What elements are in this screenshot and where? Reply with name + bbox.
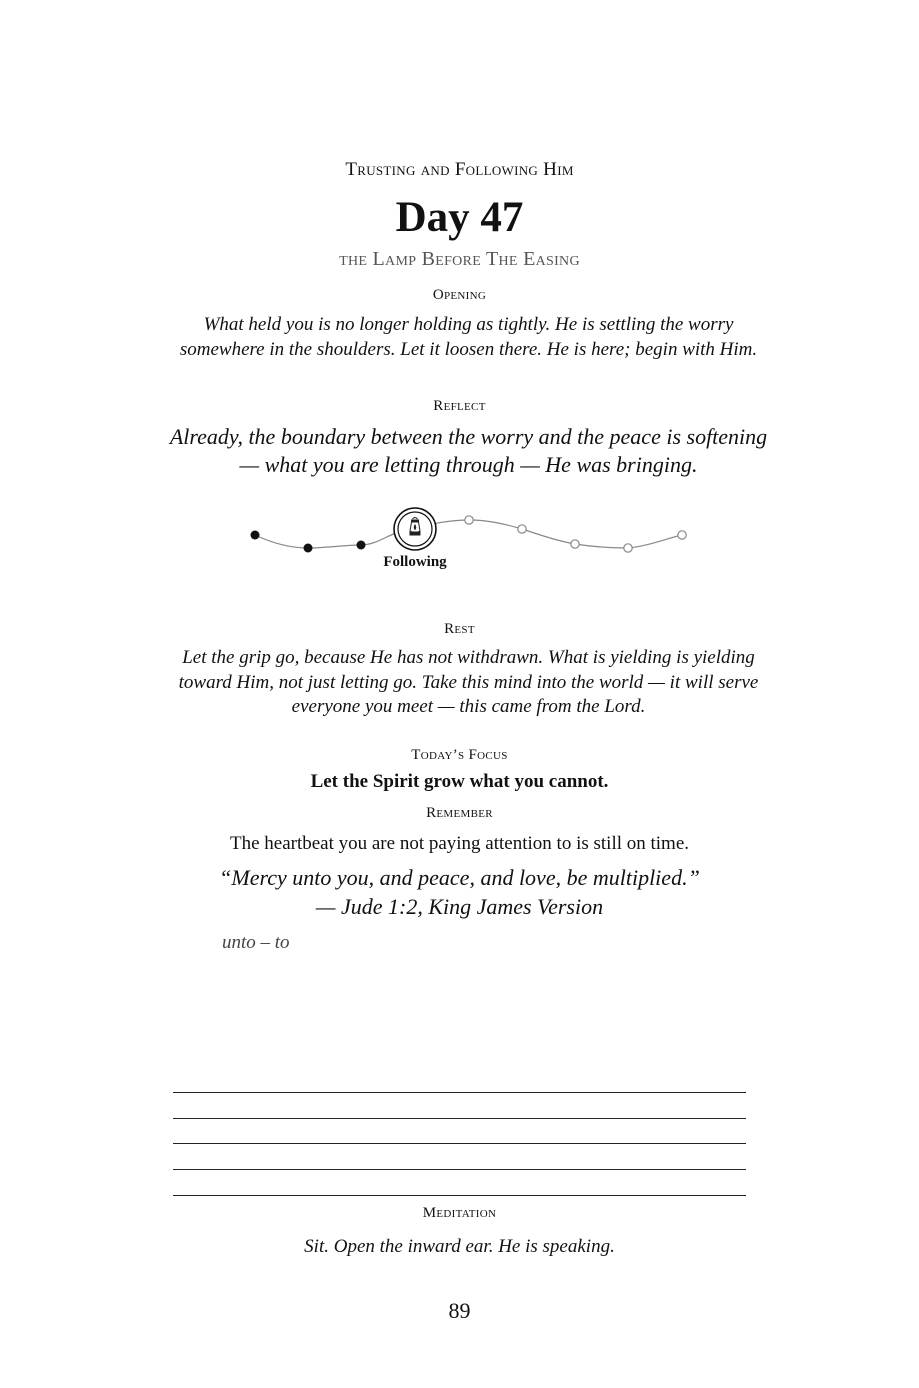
journal-line[interactable] [173, 1169, 746, 1170]
focus-text: Let the Spirit grow what you cannot. [310, 771, 609, 792]
journey-stop-6 [518, 525, 526, 533]
part-title: Trusting and Following Him [345, 159, 574, 180]
rest-label: Rest [444, 621, 475, 637]
rest-text: Let the grip go, because He has not withdrawn. What is yielding is yielding toward Him, not just letting go. Take this mind into the world — it will serve everyone you meet — this came from the Lord. [178, 647, 759, 717]
verse-reference: — Jude 1:2, King James Version [315, 894, 604, 919]
reflect-text: Already, the boundary between the worry and the peace is softening — what you are letting through — He was bringing. [169, 424, 768, 477]
journey-stop-5 [465, 516, 473, 524]
journey-current-label: Following [383, 554, 447, 570]
journey-stop-9 [678, 531, 686, 539]
journey-stop-8 [624, 544, 632, 552]
meditation-text: Sit. Open the inward ear. He is speaking. [304, 1236, 615, 1257]
day-subtitle: the Lamp Before The Easing [339, 248, 580, 270]
scripture-verse [0, 863, 919, 921]
journal-lines[interactable] [173, 1092, 746, 1220]
journey-path [0, 0, 919, 600]
journal-line[interactable] [173, 1092, 746, 1093]
opening-text: What held you is no longer holding as tightly. He is settling the worry somewhere in the shoulders. Let it loosen there. He is here; begin with Him. [179, 314, 758, 360]
journal-line[interactable] [173, 1143, 746, 1144]
day-title: Day 47 [395, 194, 524, 241]
meditation-label: Meditation [422, 1205, 497, 1221]
verse-quote: “Mercy unto you, and peace, and love, be multiplied.” [219, 865, 700, 890]
reflect-label: Reflect [433, 398, 486, 414]
focus-label: Today’s Focus [411, 747, 508, 763]
journey-stop-1 [251, 531, 260, 540]
remember-text: The heartbeat you are not paying attention to is still on time. [229, 833, 690, 854]
journey-stop-7 [571, 540, 579, 548]
word-gloss: unto – to [222, 932, 290, 953]
journal-line[interactable] [173, 1195, 746, 1196]
journey-stop-3 [357, 541, 366, 550]
opening-label: Opening [432, 287, 487, 303]
remember-label: Remember [426, 805, 493, 821]
page-number: 89 [448, 1298, 471, 1323]
journal-line[interactable] [173, 1118, 746, 1119]
journey-stop-2 [304, 544, 313, 553]
journey-current-stop [394, 508, 436, 550]
